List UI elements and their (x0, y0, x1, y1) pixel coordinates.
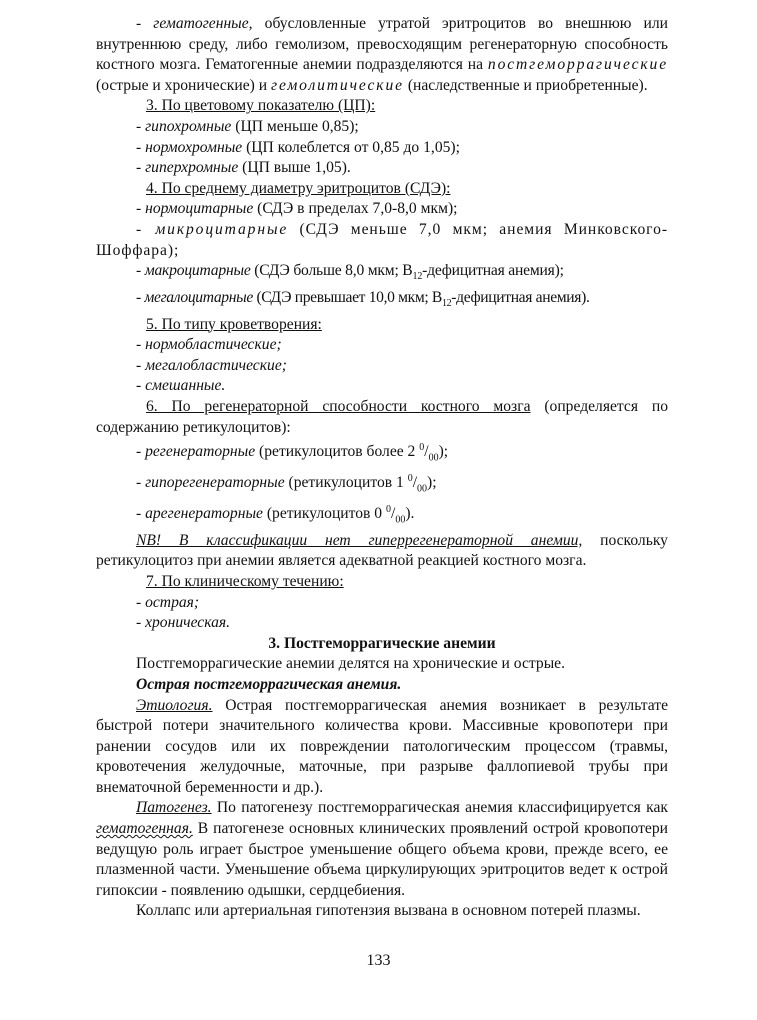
section-6-heading: 6. По регенераторной способности костного мозга (определяется по содержанию ретикулоцитов): (96, 397, 668, 436)
term-hemolytic: гемолитические (270, 76, 404, 94)
list-item: - гипорегенераторные (ретикулоцитов 1 $^0/_{00}$); (136, 472, 437, 495)
term-posthemorrhagic: постгеморрагические (487, 56, 668, 74)
section-4-heading: 4. По среднему диаметру эритроцитов (СДЭ): (146, 179, 451, 197)
list-item: - нормобластические; (136, 336, 282, 354)
page-number: 133 (366, 952, 391, 969)
list-item: - смешанные. (136, 377, 226, 395)
collapse-paragraph: Коллапс или артериальная гипотензия вызвана в основном потерей плазмы. (136, 902, 641, 920)
list-item: - гиперхромные (ЦП выше 1,05). (136, 159, 351, 177)
list-item: - хроническая. (136, 614, 231, 632)
nb-note: NB! В классификации нет гиперрегенераторной анемии, поскольку ретикулоцитоз при анемии является адекватной реакцией костного мозга. (96, 531, 668, 570)
list-item: - мегалоцитарные (СДЭ превышает 10,0 мкм; $В_{12}$-дефицитная анемия). (136, 288, 590, 309)
pathogenesis-paragraph: Патогенез. По патогенезу постгеморрагическая анемия классифицируется как гематогенная. В патогенезе основных клинических проявлений острой кровопотери ведущую роль играет быстрое уменьшение общего объема крови, прежде всего, ее плазменной части. Уменьшение объема циркулирующих эритроцитов ведет к острой гипоксии - появлению одышки, сердцебиения. (96, 799, 668, 899)
term-hematogenic: - гематогенные, (136, 15, 253, 32)
chapter-intro: Постгеморрагические анемии делятся на хронические и острые. (136, 655, 565, 673)
list-item: - нормохромные (ЦП колеблется от 0,85 до 1,05); (136, 138, 460, 156)
section-3-heading: 3. По цветовому показателю (ЦП): (146, 97, 376, 115)
list-item: - мегалобластические; (136, 356, 287, 374)
list-item: - острая; (136, 593, 200, 611)
intro-paragraph: - гематогенные, обусловленные утратой эритроцитов во внешнюю или внутреннюю среду, либо гемолизом, превосходящим регенераторную способность костного мозга. Гематогенные анемии подразделяются на постгеморрагические (острые и хронические) и гемолитические (наследственные и приобретенные). (96, 15, 668, 94)
list-item: - регенераторные (ретикулоцитов более 2 $^0/_{00}$); (136, 442, 449, 464)
list-item: - макроцитарные (СДЭ больше 8,0 мкм; $В_{12}$-дефицитная анемия); (136, 262, 564, 283)
etiology-paragraph: Этиология. Острая постгеморрагическая анемия возникает в результате быстрой потери значительного количества крови. Массивные кровопотери при ранении сосудов или их повреждении патологическим процессом (травмы, кровотечения желудочные, маточные, при разрыве фаллопиевой трубы при внематочной беременности и др.). (96, 696, 668, 796)
list-item: - гипохромные (ЦП меньше 0,85); (136, 117, 359, 135)
section-5-heading: 5. По типу кроветворения: (146, 315, 322, 333)
list-item: - арегенераторные (ретикулоцитов 0 $^0/_{00}$). (136, 503, 415, 526)
list-item: - микроцитарные (СДЭ меньше 7,0 мкм; анемия Минковского-Шоффара); (96, 220, 668, 259)
section-7-heading: 7. По клиническому течению: (146, 572, 344, 590)
list-item: - нормоцитарные (СДЭ в пределах 7,0-8,0 мкм); (136, 200, 458, 218)
document-page (96, 14, 668, 922)
chapter-subtitle: Острая постгеморрагическая анемия. (136, 675, 402, 693)
chapter-title: 3. Постгеморрагические анемии (268, 634, 496, 652)
